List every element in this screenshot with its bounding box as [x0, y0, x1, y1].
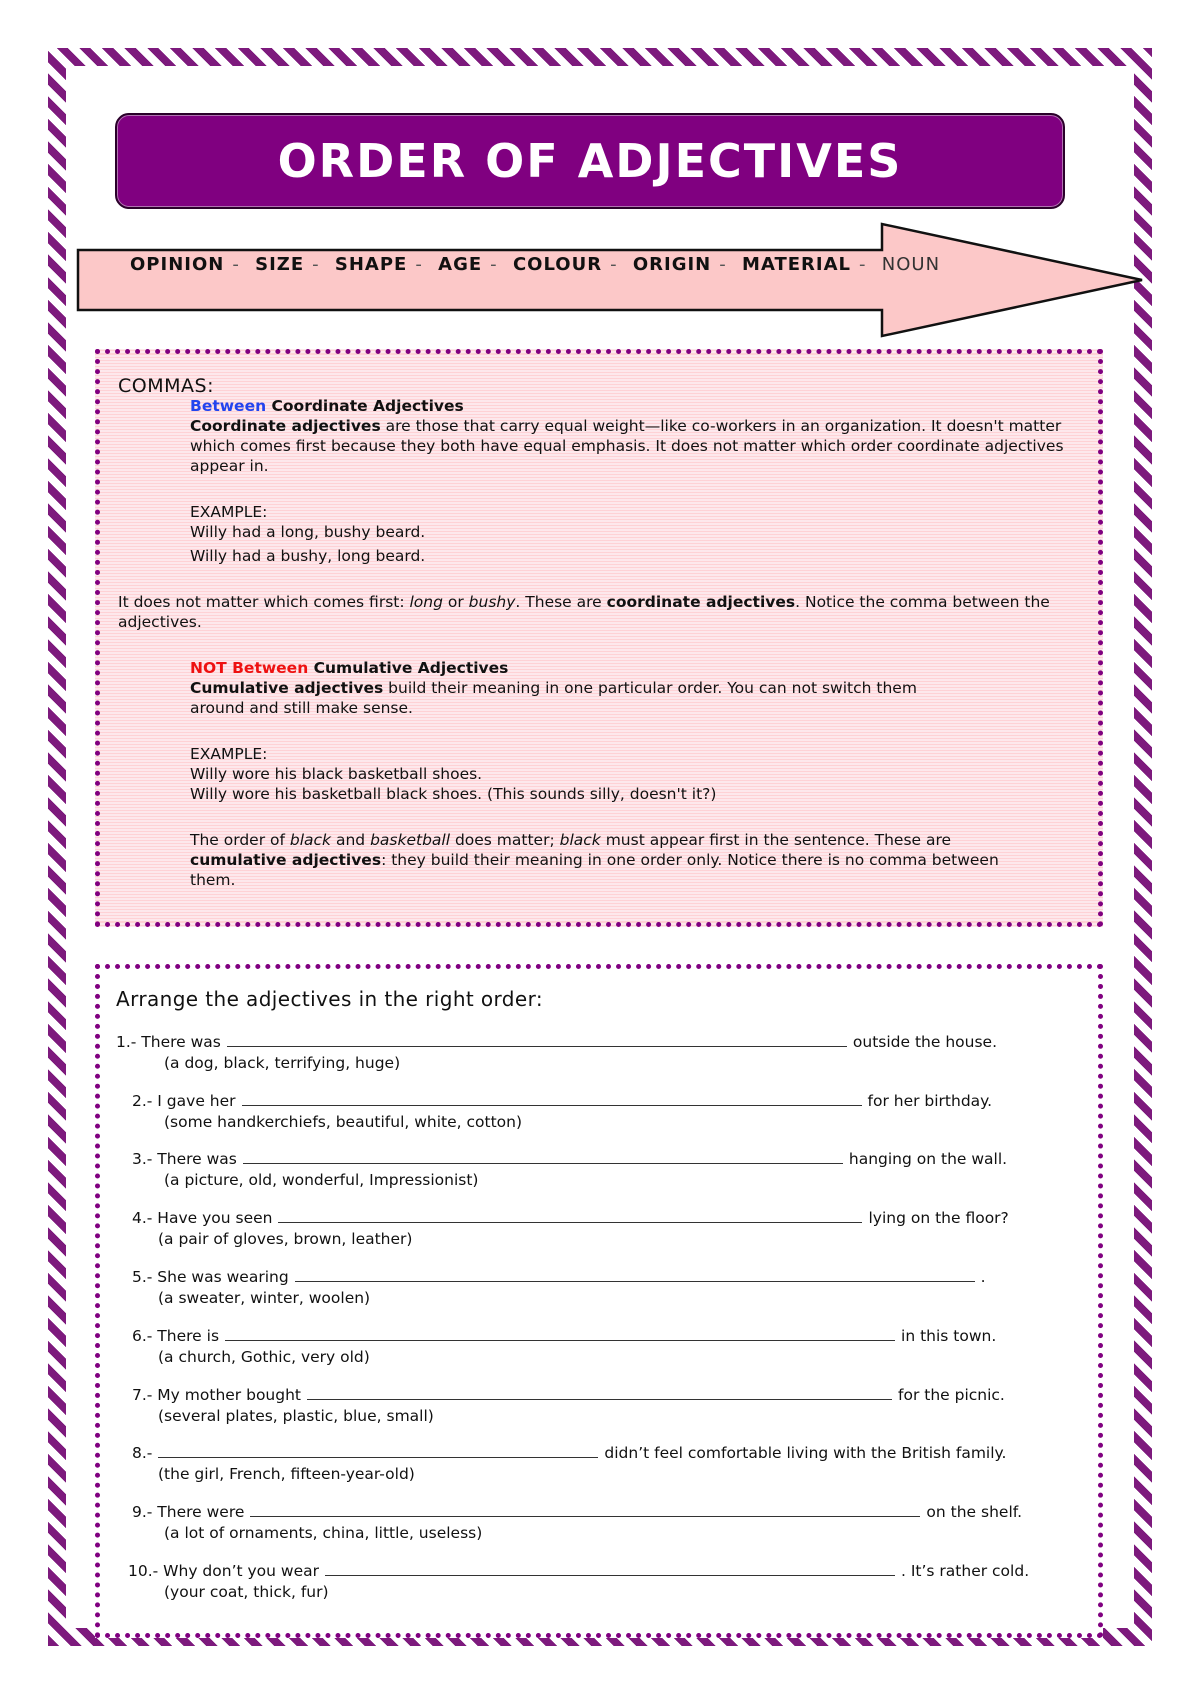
cumulative-example-label: EXAMPLE: — [190, 745, 268, 763]
answer-blank-2[interactable] — [242, 1090, 862, 1106]
commas-heading: COMMAS: — [118, 375, 214, 397]
exercise-item-1: 1.- There was outside the house. (a dog, black, terrifying, huge) — [116, 1033, 997, 1072]
cumulative-example-2: Willy wore his basketball black shoes. (This sounds silly, doesn't it?) — [190, 785, 717, 803]
answer-blank-9[interactable] — [250, 1501, 920, 1517]
exercise-item-9: 9.- There were on the shelf. (a lot of ornaments, china, little, useless) — [132, 1503, 1023, 1542]
answer-blank-5[interactable] — [295, 1266, 975, 1282]
exercise-item-10: 10.- Why don’t you wear . It’s rather cold. (your coat, thick, fur) — [128, 1562, 1030, 1601]
exercise-hint-1: (a dog, black, terrifying, huge) — [164, 1054, 401, 1072]
answer-blank-8[interactable] — [158, 1442, 598, 1458]
answer-blank-4[interactable] — [278, 1207, 862, 1223]
commas-section — [95, 349, 1103, 927]
exercise-heading: Arrange the adjectives in the right order: — [116, 987, 544, 1011]
exercise-hint-10: (your coat, thick, fur) — [164, 1583, 329, 1601]
coordinate-example-2: Willy had a bushy, long beard. — [190, 547, 426, 565]
exercise-hint-9: (a lot of ornaments, china, little, useless) — [164, 1524, 483, 1542]
adjective-order-sequence: OPINION - SIZE - SHAPE - AGE - COLOUR - ORIGIN - MATERIAL - NOUN — [130, 254, 941, 275]
order-size: SIZE — [255, 254, 305, 275]
coordinate-example-1: Willy had a long, bushy beard. — [190, 523, 426, 541]
answer-blank-1[interactable] — [227, 1031, 847, 1047]
answer-blank-6[interactable] — [225, 1325, 895, 1341]
exercise-hint-3: (a picture, old, wonderful, Impressionist) — [164, 1171, 479, 1189]
exercise-hint-7: (several plates, plastic, blue, small) — [158, 1407, 434, 1425]
order-colour: COLOUR — [512, 254, 603, 275]
order-material: MATERIAL — [742, 254, 852, 275]
exercise-item-2: 2.- I gave her for her birthday. (some handkerchiefs, beautiful, white, cotton) — [132, 1092, 993, 1131]
exercise-hint-2: (some handkerchiefs, beautiful, white, cotton) — [164, 1113, 523, 1131]
title-banner — [115, 113, 1065, 209]
exercise-item-3: 3.- There was hanging on the wall. (a picture, old, wonderful, Impressionist) — [132, 1150, 1008, 1189]
cumulative-block — [190, 658, 1080, 890]
coordinate-example-label: EXAMPLE: — [190, 503, 268, 521]
order-shape: SHAPE — [334, 254, 408, 275]
coordinate-note: It does not matter which comes first: long or bushy. These are coordinate adjectives. Notice the comma between the adjectives. — [118, 593, 1050, 631]
cumulative-note: The order of black and basketball does matter; black must appear first in the sentence. These are cumulative adjectives: they build their meaning in one order only. Notice there is no comma between them. — [190, 831, 999, 889]
coordinate-definition: Coordinate adjectives are those that carry equal weight—like co-workers in an organization. It doesn't matter which comes first because they both have equal emphasis. It does not matter which order coordinate adjectives appear in. — [190, 417, 1064, 475]
exercise-hint-8: (the girl, French, fifteen-year-old) — [158, 1465, 415, 1483]
exercise-section — [95, 964, 1103, 1638]
exercise-hint-5: (a sweater, winter, woolen) — [158, 1289, 371, 1307]
exercise-item-6: 6.- There is in this town. (a church, Gothic, very old) — [132, 1327, 997, 1366]
cumulative-example-1: Willy wore his black basketball shoes. — [190, 765, 483, 783]
exercise-item-5: 5.- She was wearing . (a sweater, winter, woolen) — [132, 1268, 986, 1307]
exercise-item-7: 7.- My mother bought for the picnic. (several plates, plastic, blue, small) — [132, 1386, 1005, 1425]
coordinate-title: Between Coordinate Adjectives — [190, 397, 464, 415]
cumulative-definition: Cumulative adjectives build their meaning in one particular order. You can not switch them around and still make sense. — [190, 679, 917, 717]
exercise-hint-6: (a church, Gothic, very old) — [158, 1348, 370, 1366]
answer-blank-7[interactable] — [307, 1384, 892, 1400]
answer-blank-10[interactable] — [325, 1560, 895, 1576]
order-arrow — [76, 222, 1146, 338]
exercise-item-8: 8.- didn’t feel comfortable living with the British family. (the girl, French, fifteen-year-old) — [132, 1444, 1007, 1483]
page-title: ORDER OF ADJECTIVES — [277, 134, 903, 188]
cumulative-title: NOT Between Cumulative Adjectives — [190, 659, 509, 677]
order-origin: ORIGIN — [632, 254, 712, 275]
coordinate-block — [190, 396, 1080, 566]
answer-blank-3[interactable] — [243, 1148, 843, 1164]
order-opinion: OPINION — [130, 254, 225, 275]
exercise-hint-4: (a pair of gloves, brown, leather) — [158, 1230, 413, 1248]
order-age: AGE — [438, 254, 483, 275]
exercise-item-4: 4.- Have you seen lying on the floor? (a pair of gloves, brown, leather) — [132, 1209, 1009, 1248]
order-noun: NOUN — [881, 254, 941, 275]
